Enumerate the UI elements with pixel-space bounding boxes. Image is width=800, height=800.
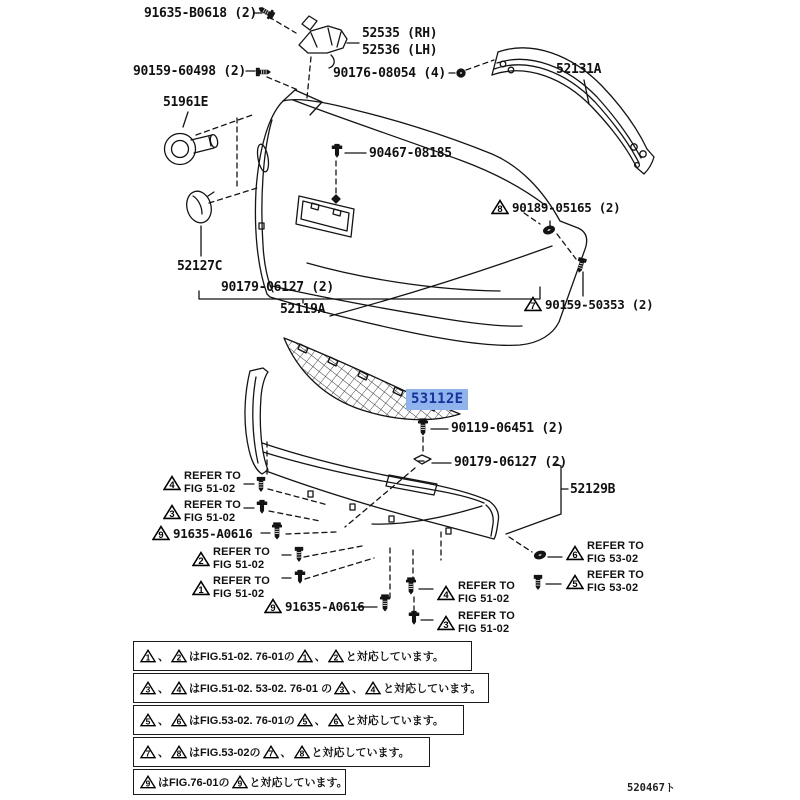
refer-text: REFER TO: [184, 470, 242, 482]
triangle-marker: [171, 649, 187, 663]
triangle-marker: [264, 598, 282, 614]
legend-text: はFIG.53-02の: [189, 747, 261, 759]
refer-note-fig51-02: [437, 610, 515, 635]
part-label-52131A[interactable]: 52131A: [556, 62, 602, 77]
refer-fig: FIG 51-02: [213, 558, 265, 571]
triangle-marker: [140, 649, 156, 663]
refer-text: REFER TO: [458, 610, 516, 622]
part-label-90467-08185[interactable]: 90467-08185: [369, 146, 452, 161]
part-label-52119A[interactable]: 52119A: [280, 302, 326, 317]
triangle-marker: [140, 745, 156, 759]
triangle-marker: [328, 713, 344, 727]
legend-text: 、: [280, 747, 292, 759]
bracket-drawing: [299, 16, 347, 68]
part-label-52127C[interactable]: 52127C: [177, 259, 223, 274]
clip-icon: [332, 145, 341, 157]
triangle-marker: [140, 681, 156, 695]
bolt-icon: [257, 4, 275, 19]
tow-hook-drawing: [165, 134, 219, 165]
svg-text:9: 9: [237, 778, 242, 789]
legend-row: [133, 673, 489, 703]
refer-text: REFER TO: [213, 575, 271, 587]
refer-note-fig51-02: [163, 470, 241, 495]
part-label-90179-06127-upper[interactable]: 90179-06127 (2): [221, 280, 334, 295]
triangle-marker: [163, 504, 181, 520]
legend-text: と対応しています。: [383, 683, 482, 695]
screw-icon: [534, 576, 541, 590]
figure-code: 520467ト: [627, 782, 676, 794]
part-label-91635-B0618[interactable]: 91635-B0618 (2): [144, 6, 257, 21]
svg-text:3: 3: [169, 507, 175, 519]
part-label-91635-A0616[interactable]: 91635-A0616: [285, 598, 365, 614]
clip-icon: [295, 571, 304, 583]
part-label-90189-05165[interactable]: 90189-05165 (2): [512, 199, 621, 215]
svg-text:9: 9: [145, 778, 151, 789]
triangle-marker: [171, 713, 187, 727]
part-label-90159-50353[interactable]: 90159-50353 (2): [545, 296, 654, 312]
screw-icon: [257, 68, 271, 75]
triangle-marker: [192, 580, 210, 596]
svg-text:7: 7: [145, 748, 151, 759]
triangle-marker: [297, 713, 313, 727]
part-label-51961E[interactable]: 51961E: [163, 95, 209, 110]
refer-note-fig53-02: [566, 540, 644, 565]
legend-text: はFIG.76-01の: [158, 777, 230, 789]
triangle-marker: [192, 551, 210, 567]
svg-text:4: 4: [443, 588, 449, 600]
svg-text:4: 4: [169, 478, 175, 490]
triangle-marker: [491, 199, 509, 215]
svg-text:7: 7: [268, 748, 273, 759]
retainer-clip-icon: [414, 455, 431, 464]
refer-fig: FIG 53-02: [587, 581, 639, 594]
svg-text:4: 4: [176, 684, 182, 695]
legend-text: 、: [158, 747, 169, 759]
refer-text: REFER TO: [458, 580, 516, 592]
tri-note-90189-05165: [491, 199, 620, 215]
legend-text: と対応しています。: [345, 651, 444, 663]
triangle-marker: [297, 649, 313, 663]
legend-text: 、: [314, 651, 326, 663]
triangle-marker: [294, 745, 310, 759]
bolt-icon: [407, 578, 416, 594]
svg-text:7: 7: [530, 299, 536, 311]
legend-text: 、: [158, 715, 169, 727]
part-label-52535[interactable]: 52535 (RH): [362, 26, 438, 41]
legend-text: 、: [158, 651, 169, 663]
svg-text:2: 2: [198, 554, 204, 566]
refer-text: REFER TO: [587, 540, 645, 552]
part-label-90119-06451[interactable]: 90119-06451 (2): [451, 421, 564, 436]
svg-text:9: 9: [270, 601, 276, 613]
legend-text: はFIG.53-02. 76-01の: [189, 715, 295, 727]
svg-text:1: 1: [145, 652, 151, 663]
screw-icon: [295, 548, 302, 562]
refer-note-fig51-02: [192, 546, 270, 571]
clip-icon: [257, 501, 266, 513]
svg-text:8: 8: [497, 202, 503, 214]
triangle-marker: [328, 649, 344, 663]
legend-text: 、: [314, 715, 326, 727]
refer-note-91635-A0616: [264, 598, 364, 614]
svg-text:3: 3: [339, 684, 345, 695]
part-label-90179-06127-lower[interactable]: 90179-06127 (2): [454, 455, 567, 470]
refer-fig: FIG 51-02: [184, 511, 236, 524]
refer-fig: FIG 51-02: [213, 587, 265, 600]
svg-text:5: 5: [302, 716, 308, 727]
legend-text: と対応しています。: [249, 777, 348, 789]
triangle-marker: [566, 545, 584, 561]
refer-fig: FIG 51-02: [458, 592, 510, 605]
legend-text: はFIG.51-02. 53-02. 76-01 の: [189, 683, 333, 695]
svg-text:8: 8: [299, 748, 304, 759]
svg-text:8: 8: [176, 748, 182, 759]
refer-text: REFER TO: [587, 569, 645, 581]
legend-row: [133, 737, 430, 767]
triangle-marker: [334, 681, 350, 695]
svg-text:5: 5: [572, 577, 578, 589]
tri-note-90159-50353: [524, 296, 653, 312]
cushion-icon: [543, 225, 556, 235]
svg-text:6: 6: [176, 716, 182, 727]
refer-note-91635-A0616: [152, 525, 252, 541]
triangle-marker: [524, 296, 542, 312]
svg-text:1: 1: [198, 583, 204, 595]
svg-text:2: 2: [176, 652, 182, 663]
triangle-marker: [566, 574, 584, 590]
triangle-marker: [140, 775, 156, 789]
refer-note-fig51-02: [192, 575, 270, 600]
dashed-lines: [196, 17, 576, 612]
triangle-marker: [365, 681, 381, 695]
legend-row: [133, 769, 346, 795]
part-label-52129B[interactable]: 52129B: [570, 482, 616, 497]
triangle-marker: [232, 775, 248, 789]
part-label-90176-08054[interactable]: 90176-08054 (4): [333, 66, 446, 81]
refer-fig: FIG 51-02: [184, 482, 236, 495]
part-label-90159-60498[interactable]: 90159-60498 (2): [133, 64, 246, 79]
refer-text: REFER TO: [184, 499, 242, 511]
refer-text: REFER TO: [213, 546, 271, 558]
screw-icon: [257, 478, 264, 492]
legend-row: [133, 705, 464, 735]
hole-cover-drawing: [183, 188, 214, 225]
legend-row: [133, 641, 472, 671]
nut-icon: [457, 69, 465, 77]
triangle-marker: [263, 745, 279, 759]
svg-text:1: 1: [302, 652, 308, 663]
refer-note-fig53-02: [566, 569, 644, 594]
svg-text:9: 9: [158, 528, 164, 540]
part-label-52536[interactable]: 52536 (LH): [362, 43, 438, 58]
triangle-marker: [437, 585, 455, 601]
refer-fig: FIG 51-02: [458, 622, 510, 635]
refer-note-fig51-02: [163, 499, 241, 524]
triangle-marker: [171, 745, 187, 759]
svg-text:3: 3: [443, 618, 449, 630]
bolt-icon: [273, 523, 282, 539]
clip-icon: [409, 612, 418, 624]
svg-text:2: 2: [333, 652, 339, 663]
selected-part-label-53112E[interactable]: 53112E: [406, 389, 468, 410]
triangle-marker: [171, 681, 187, 695]
bolt-icon: [381, 595, 390, 611]
legend-text: と対応しています。: [311, 747, 410, 759]
legend-text: 、: [352, 683, 364, 695]
svg-text:6: 6: [572, 548, 578, 560]
refer-fig: FIG 53-02: [587, 552, 639, 565]
grommet-icon: [534, 550, 546, 560]
part-label-91635-A0616[interactable]: 91635-A0616: [173, 525, 253, 541]
legend-text: 、: [158, 683, 169, 695]
triangle-marker: [140, 713, 156, 727]
refer-note-fig51-02: [437, 580, 515, 605]
svg-text:6: 6: [333, 716, 339, 727]
legend-table: [133, 641, 489, 797]
bolt-icon: [419, 419, 428, 435]
svg-text:3: 3: [145, 684, 151, 695]
legend-text: はFIG.51-02. 76-01の: [189, 651, 295, 663]
triangle-marker: [163, 475, 181, 491]
legend-text: と対応しています。: [345, 715, 444, 727]
triangle-marker: [437, 615, 455, 631]
triangle-marker: [152, 525, 170, 541]
svg-text:5: 5: [145, 716, 151, 727]
svg-text:4: 4: [370, 684, 376, 695]
